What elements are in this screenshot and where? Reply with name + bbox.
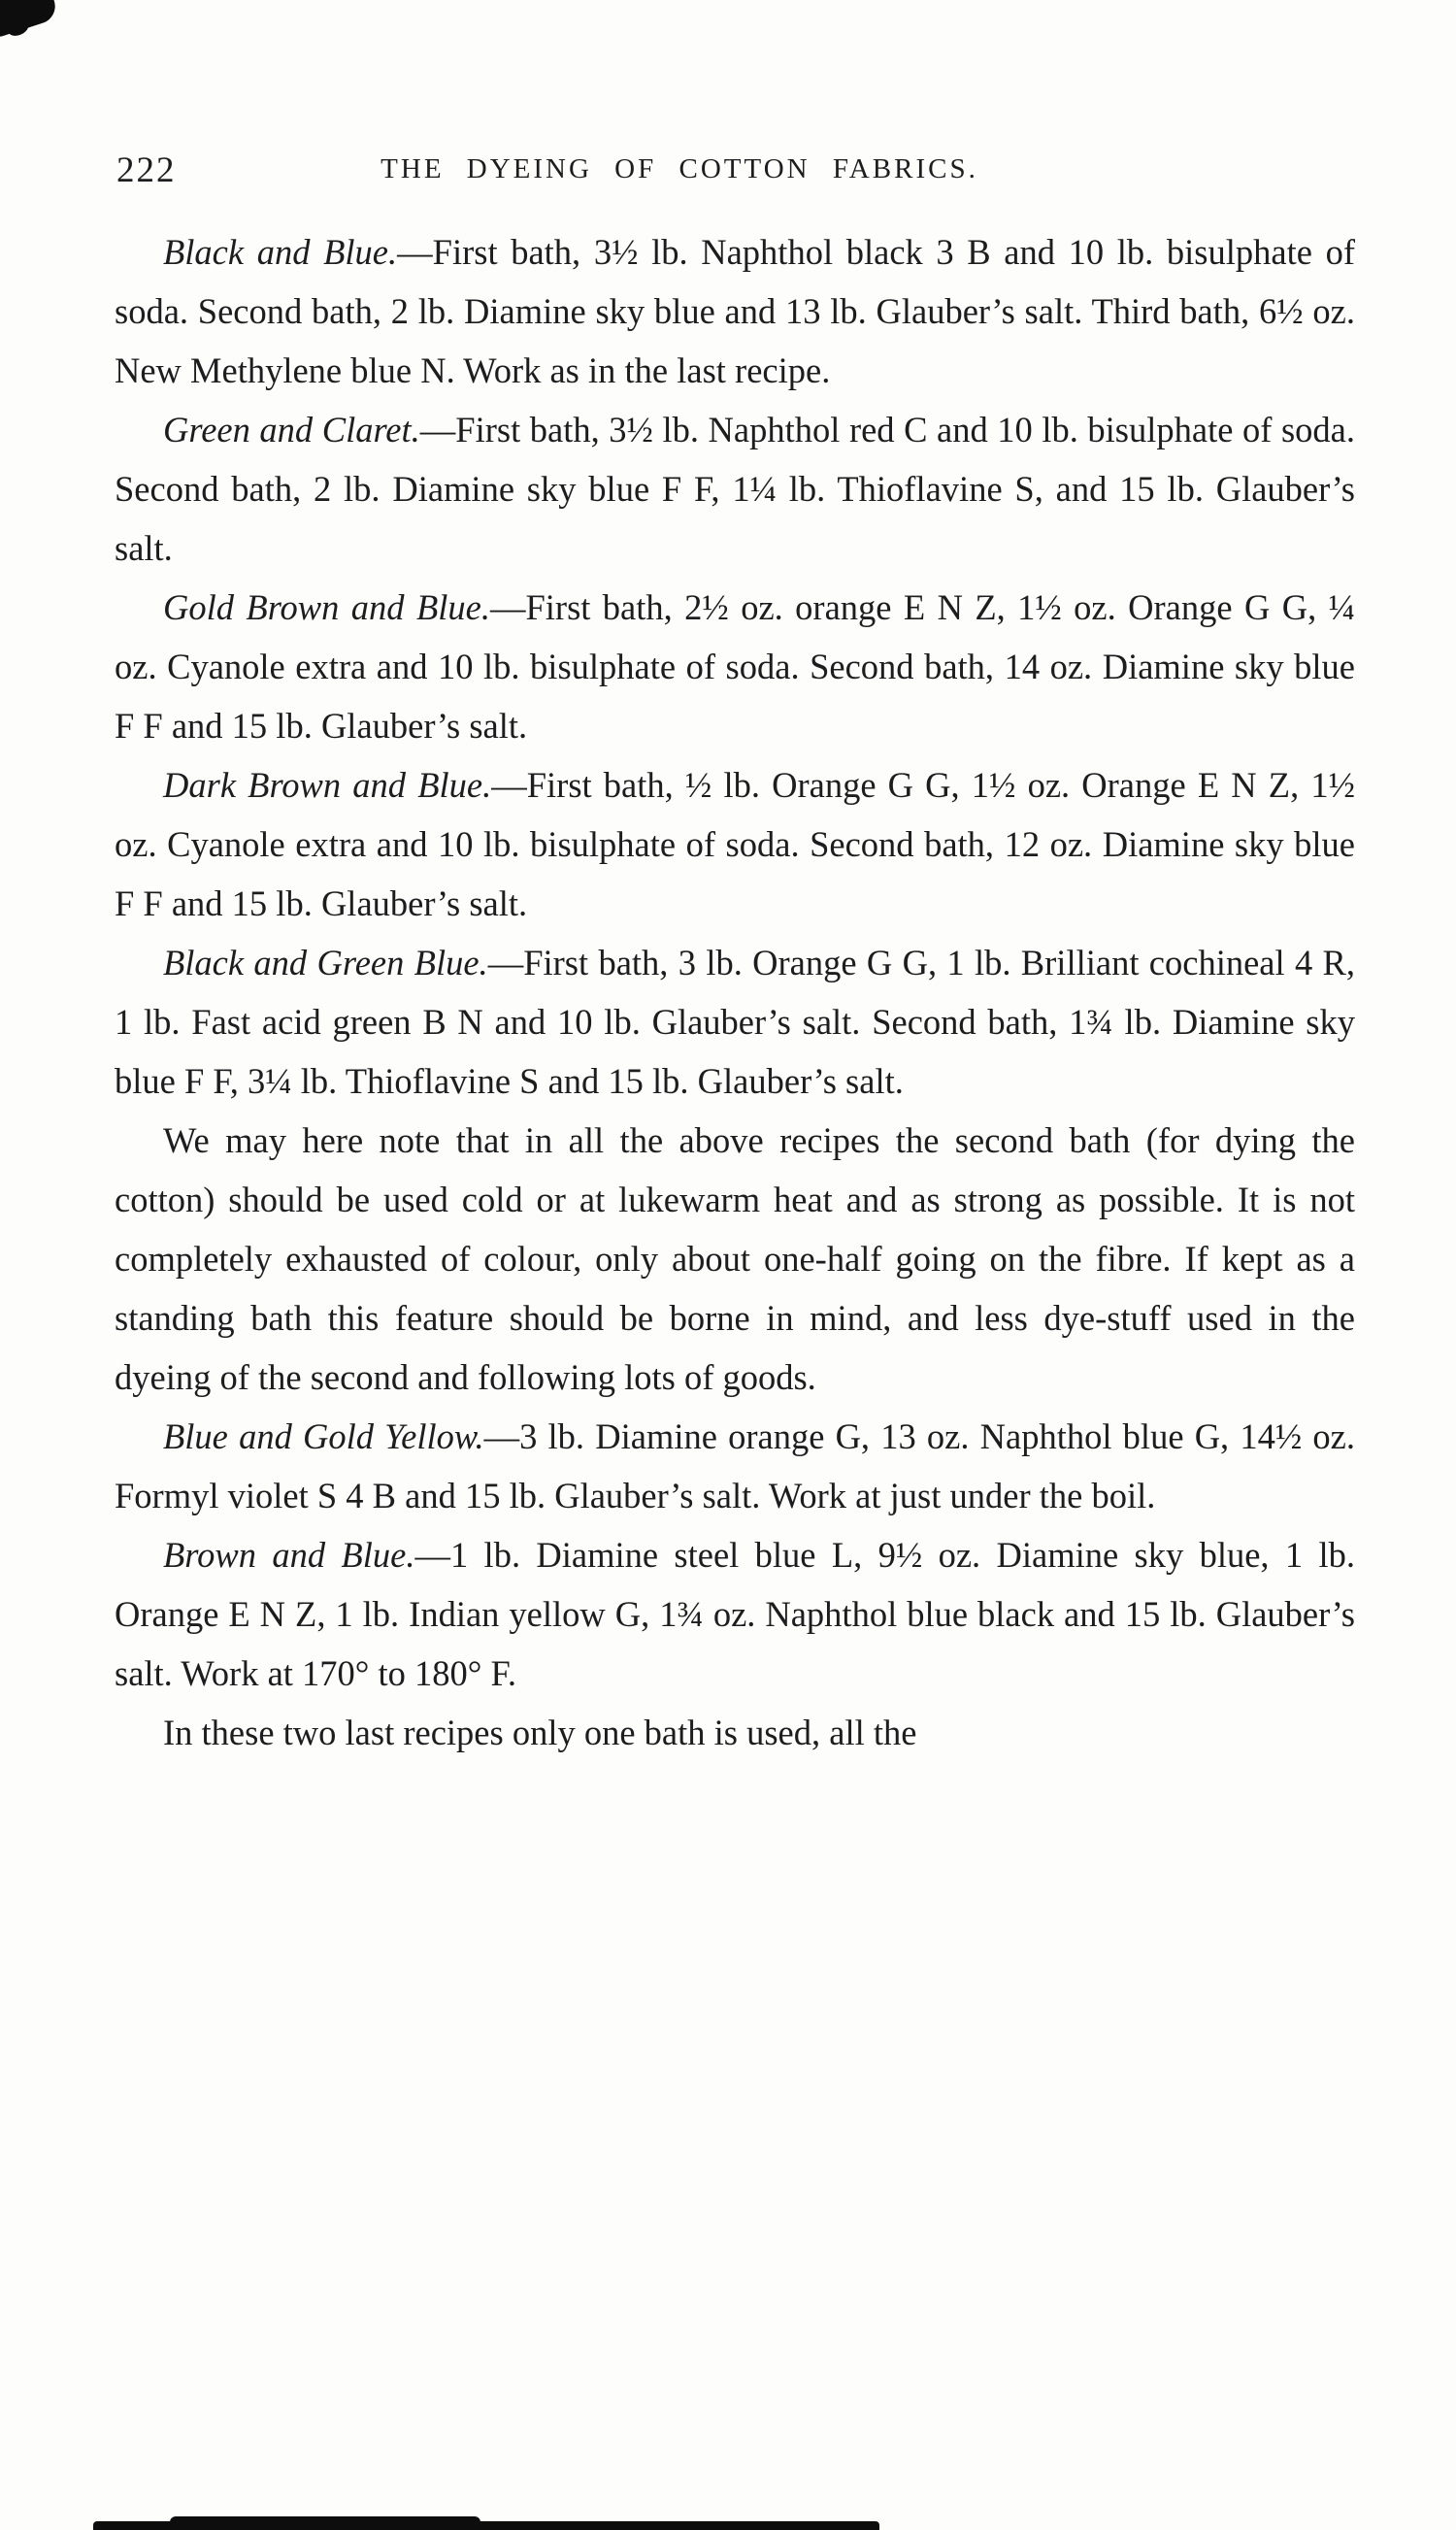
scan-artifact-bottom-bar-thick xyxy=(170,2516,480,2530)
recipe-paragraph xyxy=(115,1407,1355,1525)
recipe-name: Black and Green Blue. xyxy=(163,943,488,982)
page-number: 222 xyxy=(116,150,177,190)
running-title: THE DYEING OF COTTON FABRICS. xyxy=(381,153,978,184)
paragraph-text: —First bath, 3½ lb. Naphthol black 3 B and 10 lb. bisulphate of soda. Second bath, 2 lb. Diamine sky blue and 13 lb. Glauber’s salt. Third bath, 6½ oz. New Methylene blue N. Work as in the last recipe. xyxy=(115,232,1355,390)
note-paragraph xyxy=(115,1111,1355,1407)
recipe-name: Blue and Gold Yellow. xyxy=(163,1416,484,1456)
paragraph-text: —First bath, 2½ oz. orange E N Z, 1½ oz. Orange G G, ¼ oz. Cyanole extra and 10 lb. bisulphate of soda. Second bath, 14 oz. Diamine sky blue F F and 15 lb. Glauber’s salt. xyxy=(115,587,1355,746)
page-text xyxy=(115,222,1355,1762)
recipe-name: Dark Brown and Blue. xyxy=(163,765,492,805)
note-paragraph xyxy=(115,1703,1355,1762)
paragraph-text: —3 lb. Diamine orange G, 13 oz. Naphthol blue G, 14½ oz. Formyl violet S 4 B and 15 lb. Glauber’s salt. Work at just under the boil. xyxy=(115,1416,1355,1515)
recipe-name: Green and Claret. xyxy=(163,410,420,449)
recipe-paragraph xyxy=(115,222,1355,400)
paragraph-text: —First bath, 3½ lb. Naphthol red C and 10 lb. bisulphate of soda. Second bath, 2 lb. Diamine sky blue F F, 1¼ lb. Thioflavine S, and 15 lb. Glauber’s salt. xyxy=(115,410,1355,568)
recipe-name: Brown and Blue. xyxy=(163,1535,415,1575)
paragraph-text: We may here note that in all the above recipes the second bath (for dying the cotton) should be used cold or at lukewarm heat and as strong as possible. It is not completely exhausted of colour, only about one-half going on the fibre. If kept as a standing bath this feature should be borne in mind, and less dye-stuff used in the dyeing of the second and following lots of goods. xyxy=(115,1120,1355,1397)
paragraph-text: —First bath, ½ lb. Orange G G, 1½ oz. Orange E N Z, 1½ oz. Cyanole extra and 10 lb. bisulphate of soda. Second bath, 12 oz. Diamine sky blue F F and 15 lb. Glauber’s salt. xyxy=(115,765,1355,923)
recipe-paragraph xyxy=(115,1525,1355,1703)
paragraph-text: In these two last recipes only one bath is used, all the xyxy=(163,1713,917,1752)
recipe-name: Gold Brown and Blue. xyxy=(163,587,490,627)
recipe-paragraph xyxy=(115,755,1355,933)
recipe-paragraph xyxy=(115,578,1355,755)
paragraph-text: —1 lb. Diamine steel blue L, 9½ oz. Diamine sky blue, 1 lb. Orange E N Z, 1 lb. Indian yellow G, 1¾ oz. Naphthol blue black and 15 lb. Glauber’s salt. Work at 170° to 180° F. xyxy=(115,1535,1355,1693)
recipe-name: Black and Blue. xyxy=(163,232,398,272)
paragraph-text: —First bath, 3 lb. Orange G G, 1 lb. Brilliant cochineal 4 R, 1 lb. Fast acid green B N and 10 lb. Glauber’s salt. Second bath, 1¾ lb. Diamine sky blue F F, 3¼ lb. Thioflavine S and 15 lb. Glauber’s salt. xyxy=(115,943,1355,1101)
recipe-paragraph xyxy=(115,400,1355,578)
page-header xyxy=(116,148,1349,198)
recipe-paragraph xyxy=(115,933,1355,1111)
